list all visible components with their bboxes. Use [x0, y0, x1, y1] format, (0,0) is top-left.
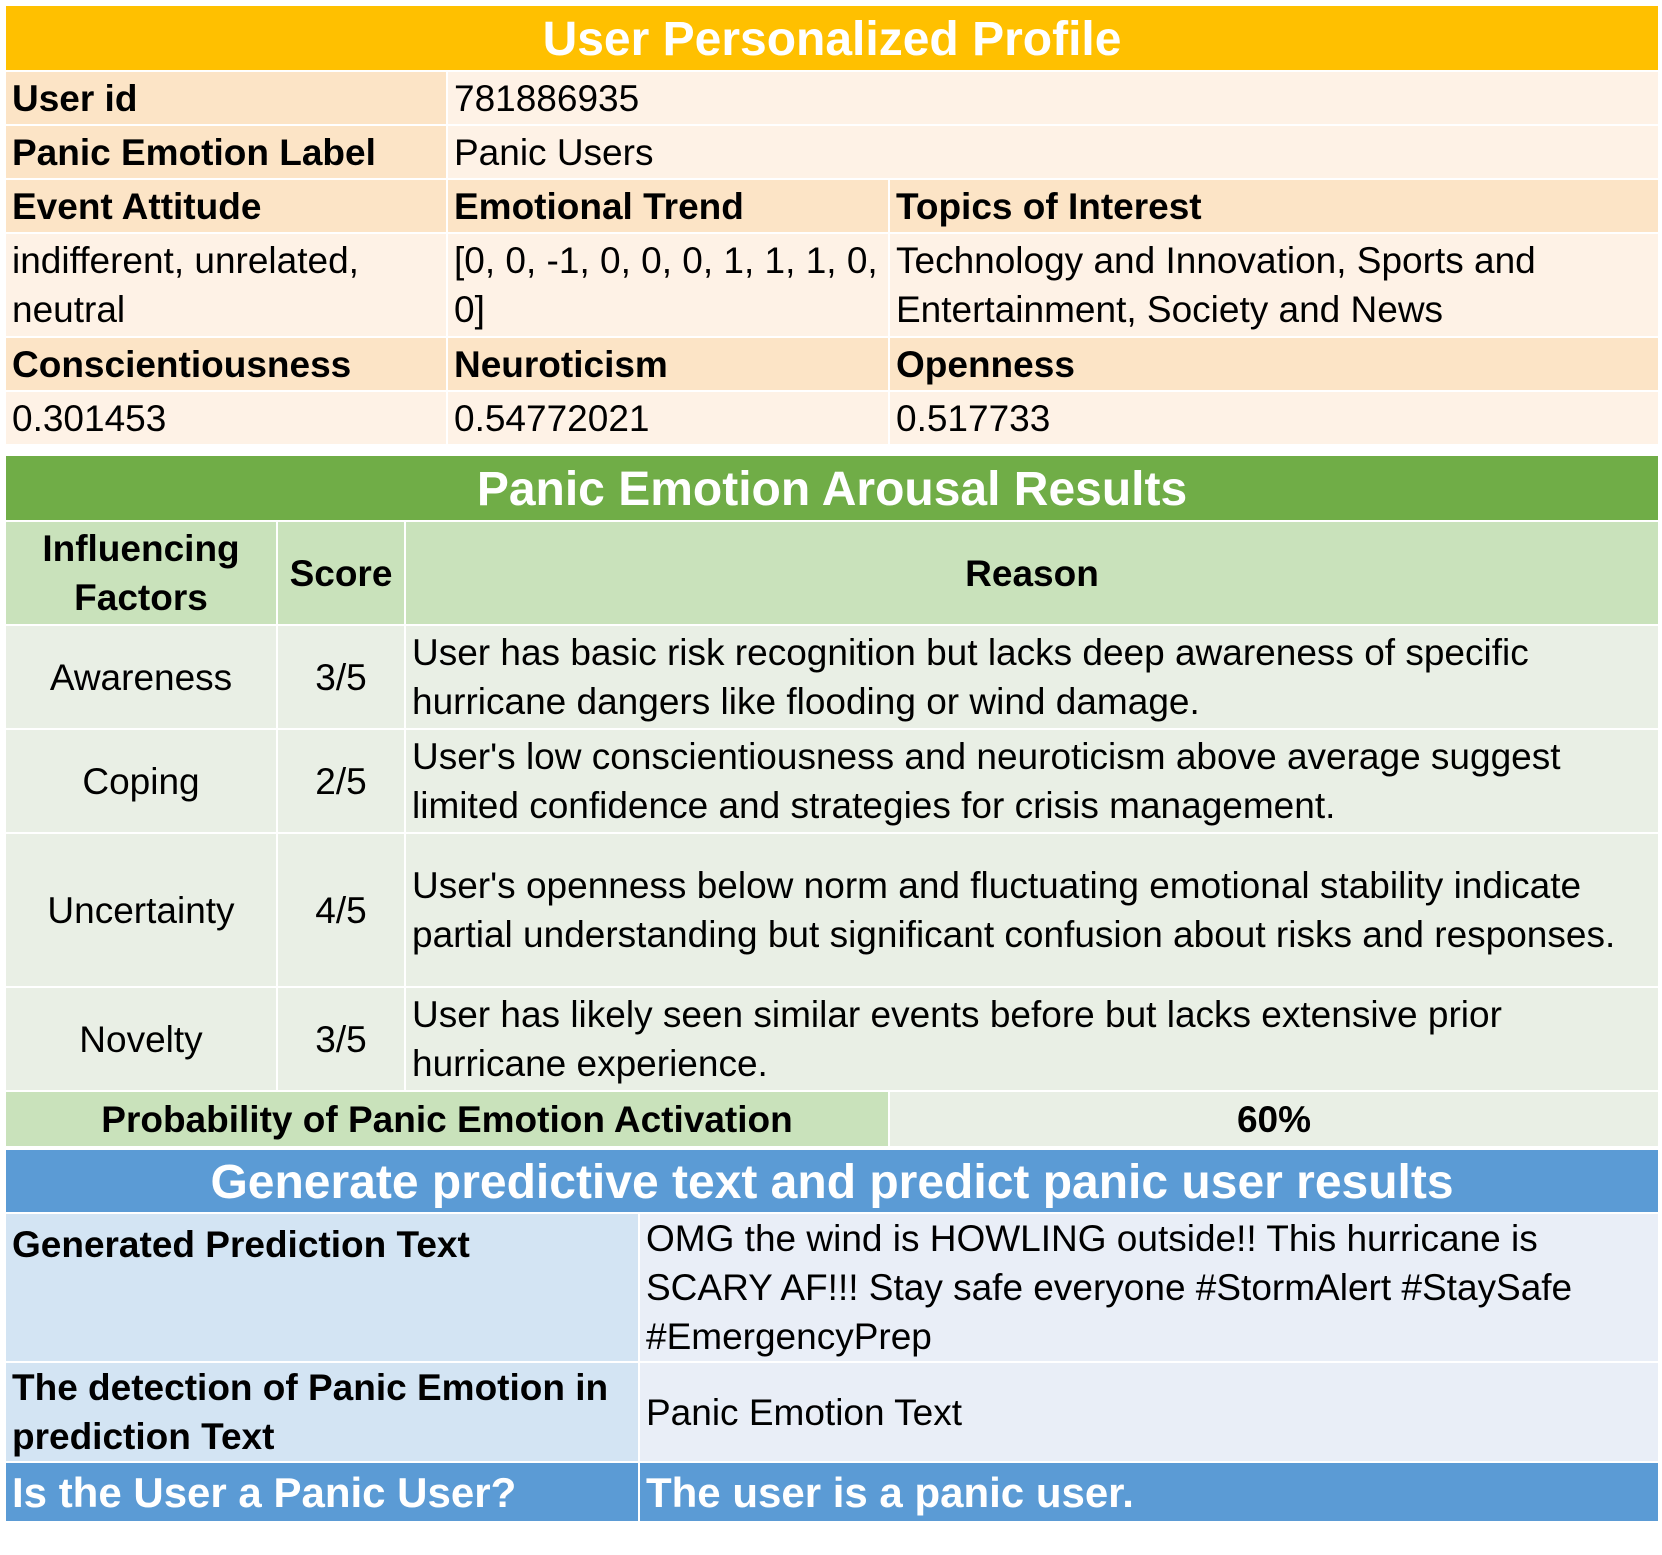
factor-name: Uncertainty — [5, 833, 277, 987]
profile-title: User Personalized Profile — [5, 5, 1659, 71]
factor-score: 3/5 — [277, 625, 405, 729]
detection-label: The detection of Panic Emotion in prediction Text — [5, 1362, 639, 1462]
probability-value: 60% — [889, 1091, 1659, 1147]
factor-reason: User has basic risk recognition but lacks deep awareness of specific hurricane dangers like flooding or wind damage. — [405, 625, 1659, 729]
col-reason: Reason — [405, 521, 1659, 625]
conscientiousness-label: Conscientiousness — [5, 337, 447, 391]
factor-reason: User's openness below norm and fluctuating emotional stability indicate partial understanding but significant confusion about risks and responses. — [405, 833, 1659, 987]
is-panic-user-label: Is the User a Panic User? — [5, 1462, 639, 1522]
prediction-title: Generate predictive text and predict panic user results — [5, 1149, 1659, 1213]
factor-name: Coping — [5, 729, 277, 833]
factor-name: Novelty — [5, 987, 277, 1091]
factor-score: 4/5 — [277, 833, 405, 987]
factor-reason: User's low conscientiousness and neuroticism above average suggest limited confidence and strategies for crisis management. — [405, 729, 1659, 833]
factor-score: 3/5 — [277, 987, 405, 1091]
table-row — [5, 625, 1659, 729]
is-panic-user-value: The user is a panic user. — [639, 1462, 1659, 1522]
user-id-value: 781886935 — [447, 71, 1659, 125]
event-attitude-value: indifferent, unrelated, neutral — [5, 233, 447, 337]
panic-label-value: Panic Users — [447, 125, 1659, 179]
emotional-trend-label: Emotional Trend — [447, 179, 889, 233]
generated-text-value: OMG the wind is HOWLING outside!! This hurricane is SCARY AF!!! Stay safe everyone #StormAlert #StaySafe #EmergencyPrep — [639, 1213, 1659, 1362]
neuroticism-value: 0.54772021 — [447, 391, 889, 445]
factor-reason: User has likely seen similar events before but lacks extensive prior hurricane experience. — [405, 987, 1659, 1091]
table-row — [5, 833, 1659, 987]
openness-label: Openness — [889, 337, 1659, 391]
emotional-trend-value: [0, 0, -1, 0, 0, 0, 1, 1, 1, 0, 0] — [447, 233, 889, 337]
generated-text-label: Generated Prediction Text — [5, 1213, 639, 1362]
detection-value: Panic Emotion Text — [639, 1362, 1659, 1462]
probability-label: Probability of Panic Emotion Activation — [5, 1091, 889, 1147]
arousal-title: Panic Emotion Arousal Results — [5, 455, 1659, 521]
col-influencing-factors: Influencing Factors — [5, 521, 277, 625]
user-id-label: User id — [5, 71, 447, 125]
panic-label-label: Panic Emotion Label — [5, 125, 447, 179]
topics-value: Technology and Innovation, Sports and Entertainment, Society and News — [889, 233, 1659, 337]
factor-name: Awareness — [5, 625, 277, 729]
topics-label: Topics of Interest — [889, 179, 1659, 233]
panic-profile-page — [4, 4, 1658, 1523]
profile-table — [4, 4, 1660, 446]
conscientiousness-value: 0.301453 — [5, 391, 447, 445]
openness-value: 0.517733 — [889, 391, 1659, 445]
event-attitude-label: Event Attitude — [5, 179, 447, 233]
col-score: Score — [277, 521, 405, 625]
prediction-table — [4, 1148, 1660, 1523]
arousal-table — [4, 454, 1660, 1148]
factor-score: 2/5 — [277, 729, 405, 833]
neuroticism-label: Neuroticism — [447, 337, 889, 391]
table-row — [5, 987, 1659, 1091]
table-row — [5, 729, 1659, 833]
